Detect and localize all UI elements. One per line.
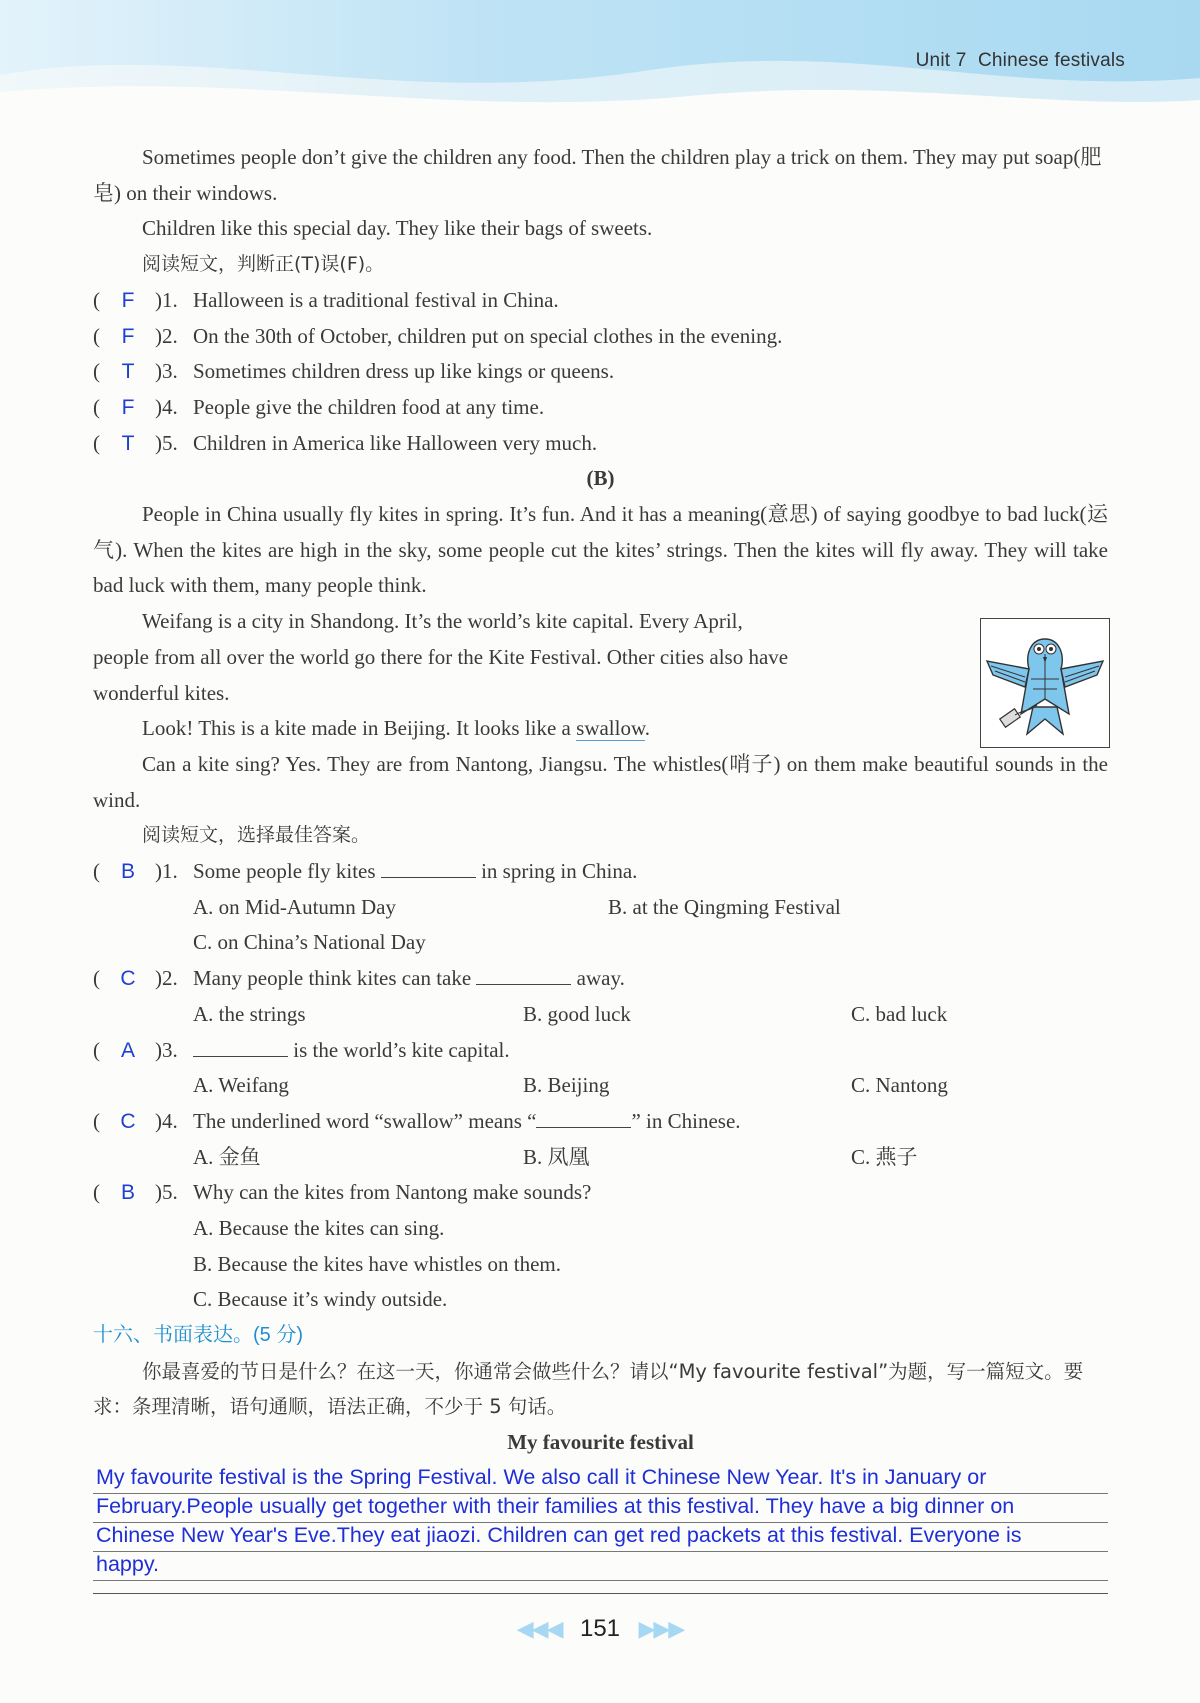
mc-option[interactable]: C. bad luck: [851, 1001, 948, 1026]
writing-prompt: 你最喜爱的节日是什么？在这一天，你通常会做些什么？请以“My favourite festival”为题，写一篇短文。要求：条理清晰，语句通顺，语法正确，不少于 5 句话。: [93, 1359, 1084, 1419]
answer-blank[interactable]: [193, 1034, 288, 1057]
unit-topic: Chinese festivals: [977, 50, 1125, 71]
page-footer: [0, 1615, 1200, 1643]
mc-options-row: [93, 890, 1108, 926]
passage-a-paragraph: Children like this special day. They like their bags of sweets.: [142, 216, 653, 241]
mc-options-row: [93, 997, 1108, 1033]
page-content: [93, 140, 1108, 1461]
mc-answer[interactable]: C: [120, 1109, 136, 1133]
mc-option[interactable]: C. on China’s National Day: [193, 930, 426, 955]
writing-section-title: 十六、书面表达。(5 分): [93, 1324, 303, 1347]
tf-question: ( F )2. On the 30th of October, children put on special clothes in the evening.: [93, 319, 1108, 355]
mc-option[interactable]: B. Because the kites have whistles on them.: [193, 1251, 562, 1276]
mc-option[interactable]: B. good luck: [523, 1001, 631, 1026]
passage-b-line: wonderful kites.: [93, 680, 230, 705]
mc-options-row: [93, 1247, 1108, 1283]
passage-a-paragraph: Sometimes people don’t give the children any food. Then the children play a trick on them. They may put soap(肥皂) on their windows.: [93, 145, 1102, 205]
mc-question: ( B )5. Why can the kites from Nantong make sounds?: [93, 1175, 1108, 1211]
handwritten-answer[interactable]: [96, 1463, 1126, 1579]
answer-blank[interactable]: [381, 855, 476, 878]
mc-answer[interactable]: A: [120, 1038, 135, 1062]
mc-instruction: 阅读短文，选择最佳答案。: [142, 824, 371, 847]
answer-line: Chinese New Year's Eve.They eat jiaozi. Children can get red packets at this festival. Everyone is: [96, 1523, 1022, 1547]
answer-line: My favourite festival is the Spring Festival. We also call it Chinese New Year. It's in January or: [96, 1465, 987, 1489]
mc-answer[interactable]: B: [120, 860, 135, 884]
answer-blank[interactable]: [476, 962, 571, 985]
mc-options-row: [93, 1140, 1108, 1176]
tf-answer[interactable]: T: [121, 431, 135, 455]
mc-answer[interactable]: C: [120, 967, 136, 991]
tf-question: ( T )5. Children in America like Halloween very much.: [93, 426, 1108, 462]
page-number: 151: [579, 1615, 621, 1642]
tf-answer[interactable]: F: [121, 395, 135, 419]
mc-option[interactable]: A. 金鱼: [193, 1144, 261, 1169]
tf-answer[interactable]: F: [121, 324, 135, 348]
passage-b-paragraph: People in China usually fly kites in spring. It’s fun. And it has a meaning(意思) of saying goodbye to bad luck(运气). When the kites are high in the sky, some people cut the kites’ strings. Then the kites will fly away. They will take bad luck with them, many people think.: [93, 502, 1108, 598]
ruled-line: [93, 1593, 1108, 1594]
mc-option[interactable]: B. Beijing: [523, 1073, 610, 1098]
mc-question: ( B )1. Some people fly kites in spring in China.: [93, 854, 1108, 890]
answer-line: February.People usually get together with their families at this festival. They have a big dinner on: [96, 1494, 1015, 1518]
mc-options-row: [93, 1211, 1108, 1247]
mc-answer[interactable]: B: [120, 1181, 135, 1205]
tf-question: ( T )3. Sometimes children dress up like kings or queens.: [93, 354, 1108, 390]
passage-b-line: people from all over the world go there for the Kite Festival. Other cities also have: [93, 644, 789, 669]
mc-option[interactable]: B. 凤凰: [523, 1144, 590, 1169]
mc-option[interactable]: A. the strings: [193, 1001, 306, 1026]
answer-line: happy.: [96, 1552, 159, 1576]
passage-b-line: Weifang is a city in Shandong. It’s the world’s kite capital. Every April,: [142, 609, 743, 634]
mc-option[interactable]: A. on Mid-Autumn Day: [193, 894, 396, 919]
passage-b-paragraph: Look! This is a kite made in Beijing. It looks like a swallow.: [142, 716, 651, 741]
mc-options-row: [93, 1068, 1108, 1104]
mc-options-row: [93, 1282, 1108, 1318]
right-arrows-icon: ▶▶▶: [638, 1616, 684, 1641]
tf-question-list: [93, 283, 1108, 462]
mc-option[interactable]: A. Weifang: [193, 1073, 289, 1098]
unit-label: [910, 50, 1125, 72]
underlined-word: swallow: [576, 716, 645, 741]
mc-question: ( C )4. The underlined word “swallow” means “ ” in Chinese.: [93, 1104, 1108, 1140]
mc-options-row: [93, 925, 1108, 961]
writing-title: My favourite festival: [507, 1430, 694, 1455]
mc-option[interactable]: A. Because the kites can sing.: [193, 1216, 445, 1241]
tf-instruction: 阅读短文，判断正(T)误(F)。: [142, 253, 385, 276]
mc-option[interactable]: C. Nantong: [851, 1073, 948, 1098]
tf-answer[interactable]: F: [121, 288, 135, 312]
ruled-line: [93, 1580, 1108, 1581]
answer-blank[interactable]: [536, 1105, 631, 1128]
tf-question: ( F )1. Halloween is a traditional festival in China.: [93, 283, 1108, 319]
mc-option[interactable]: C. 燕子: [851, 1144, 918, 1169]
tf-answer[interactable]: T: [121, 360, 135, 384]
mc-question: ( A )3. is the world’s kite capital.: [93, 1033, 1108, 1069]
left-arrows-icon: ◀◀◀: [516, 1616, 562, 1641]
passage-b-paragraph: Can a kite sing? Yes. They are from Nantong, Jiangsu. The whistles(哨子) on them make beautiful sounds in the wind.: [93, 751, 1108, 812]
tf-question: ( F )4. People give the children food at any time.: [93, 390, 1108, 426]
mc-question: ( C )2. Many people think kites can take away.: [93, 961, 1108, 997]
mc-option[interactable]: C. Because it’s windy outside.: [193, 1287, 448, 1312]
section-b-label: (B): [586, 466, 615, 491]
unit-number: Unit 7: [915, 50, 967, 71]
mc-option[interactable]: B. at the Qingming Festival: [608, 894, 841, 919]
